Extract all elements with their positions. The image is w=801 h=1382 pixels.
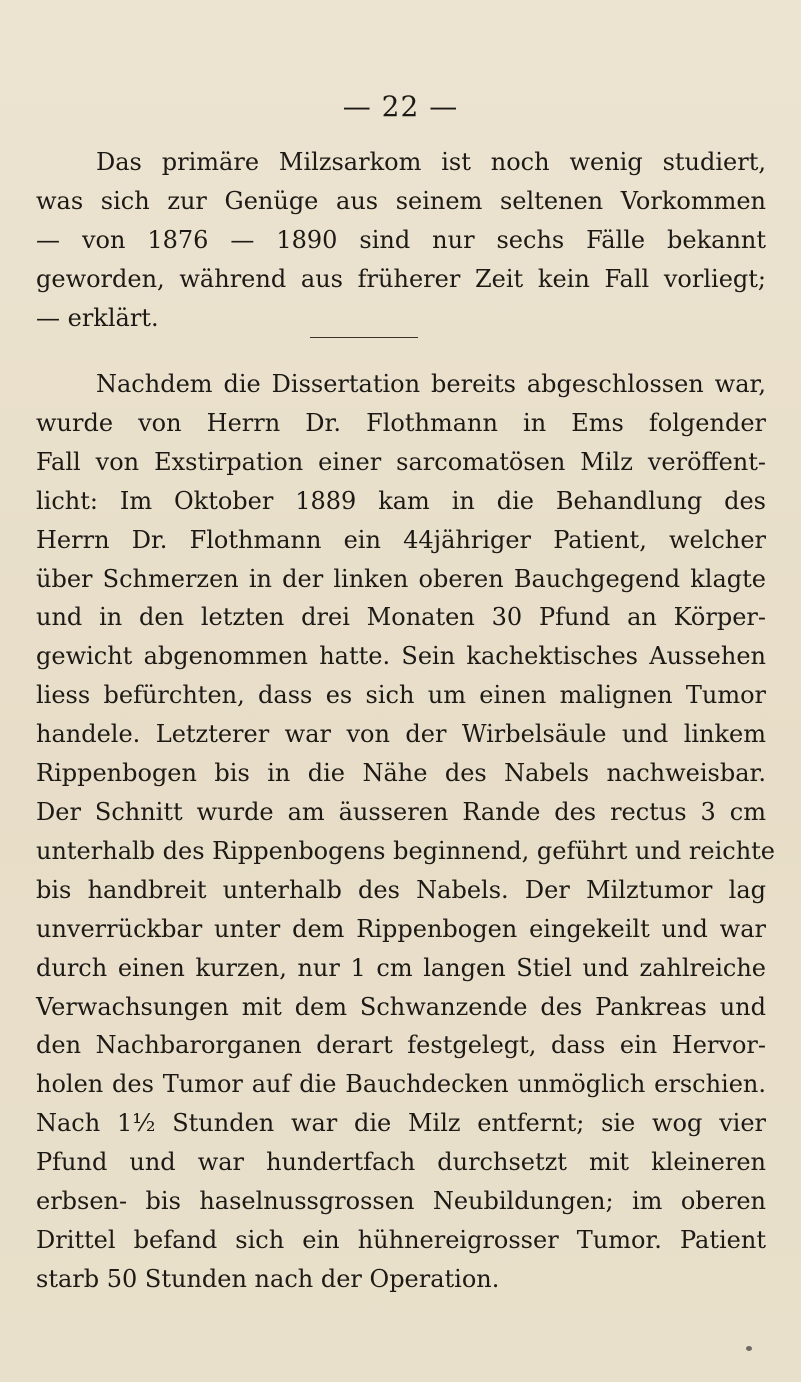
text-line: Der Schnitt wurde am äusseren Rande des rectus 3 cm: [36, 797, 766, 826]
text-line: — von 1876 — 1890 sind nur sechs Fälle bekannt: [36, 225, 766, 254]
text-line: Fall von Exstirpation einer sarcomatösen Milz veröffent-: [36, 447, 766, 476]
text-line: Pfund und war hundertfach durchsetzt mit kleineren: [36, 1148, 766, 1177]
text-line: bis handbreit unterhalb des Nabels. Der Milztumor lag: [36, 875, 766, 904]
text-line: über Schmerzen in der linken oberen Bauchgegend klagte: [36, 564, 766, 593]
text-line: durch einen kurzen, nur 1 cm langen Stiel und zahlreiche: [36, 953, 766, 982]
text-line: gewicht abgenommen hatte. Sein kachektisches Aussehen: [36, 642, 766, 671]
text-line: Verwachsungen mit dem Schwanzende des Pankreas und: [36, 992, 766, 1021]
text-line: starb 50 Stunden nach der Operation.: [36, 1264, 500, 1293]
text-line: unverrückbar unter dem Rippenbogen eingekeilt und war: [36, 914, 766, 943]
text-line: holen des Tumor auf die Bauchdecken unmöglich erschien.: [36, 1070, 766, 1099]
text-line: den Nachbarorganen derart festgelegt, dass ein Hervor-: [36, 1031, 766, 1060]
text-line: unterhalb des Rippenbogens beginnend, geführt und reichte: [36, 836, 776, 865]
paragraph-flothmann-case: [36, 365, 776, 1299]
section-divider: [310, 337, 418, 338]
text-line: Rippenbogen bis in die Nähe des Nabels nachweisbar.: [36, 759, 766, 788]
text-line: geworden, während aus früherer Zeit kein Fall vorliegt;: [36, 264, 766, 293]
text-line: und in den letzten drei Monaten 30 Pfund an Körper-: [36, 603, 766, 632]
text-line: erbsen- bis haselnussgrossen Neubildungen; im oberen: [36, 1187, 766, 1216]
text-line: — erklärt.: [36, 303, 159, 332]
text-line: licht: Im Oktober 1889 kam in die Behandlung des: [36, 486, 766, 515]
text-line: Nachdem die Dissertation bereits abgeschlossen war,: [96, 370, 766, 398]
text-line: liess befürchten, dass es sich um einen malignen Tumor: [36, 681, 766, 710]
text-line: Das primäre Milzsarkom ist noch wenig studiert,: [96, 148, 766, 176]
text-line: Herrn Dr. Flothmann ein 44jähriger Patient, welcher: [36, 525, 766, 554]
text-line: Drittel befand sich ein hühnereigrosser Tumor. Patient: [36, 1225, 766, 1254]
text-line: Nach 1½ Stunden war die Milz entfernt; sie wog vier: [36, 1109, 766, 1138]
text-line: was sich zur Genüge aus seinem seltenen Vorkommen: [36, 186, 766, 215]
ink-spot: [746, 1346, 752, 1351]
paragraph-milzsarkom: [36, 143, 766, 338]
text-line: handele. Letzterer war von der Wirbelsäule und linkem: [36, 720, 766, 749]
text-line: wurde von Herrn Dr. Flothmann in Ems folgender: [36, 408, 766, 437]
page-number: — 22 —: [342, 90, 459, 123]
